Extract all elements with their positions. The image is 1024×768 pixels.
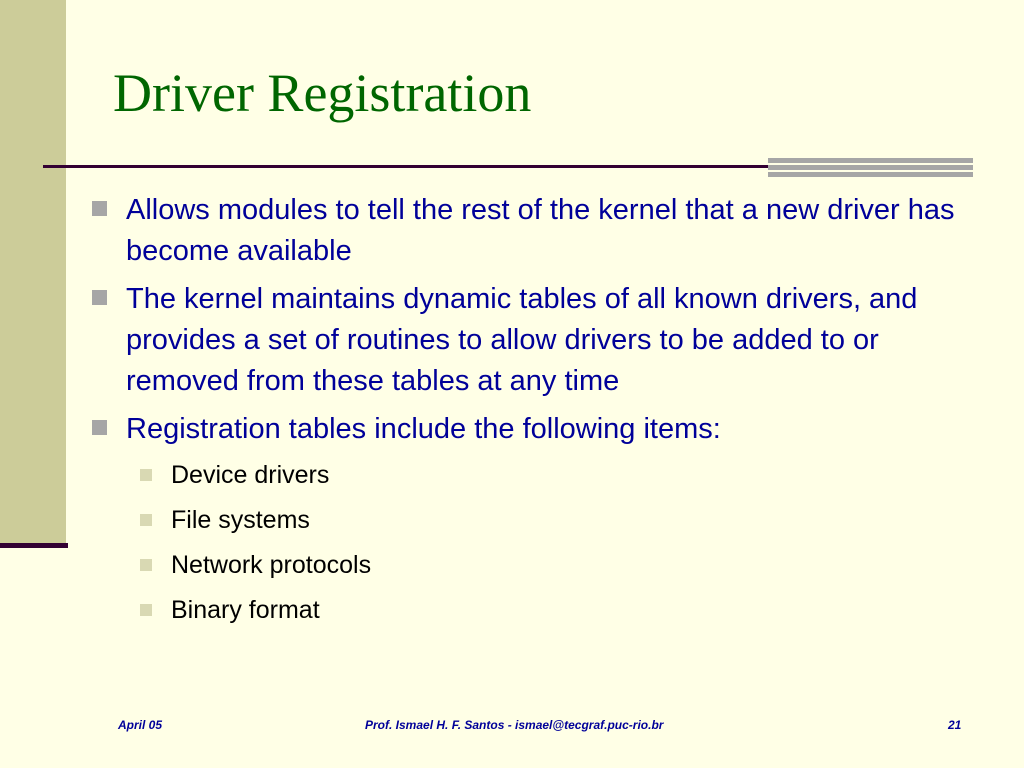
bullet-item xyxy=(92,190,987,272)
square-sub-bullet-icon xyxy=(140,469,152,481)
bullet-list xyxy=(92,190,987,640)
title-accent-stripes xyxy=(768,158,973,179)
slide-number: 21 xyxy=(948,718,962,732)
bullet-item xyxy=(92,409,987,633)
bullet-item xyxy=(92,279,987,402)
sub-bullet-item xyxy=(140,588,987,633)
sub-bullet-text: Network protocols xyxy=(171,551,372,579)
sub-bullet-item xyxy=(140,498,987,543)
left-bar-underline xyxy=(0,543,68,548)
bullet-text: Registration tables include the following items: xyxy=(126,413,721,445)
square-bullet-icon xyxy=(92,290,107,305)
sub-bullet-text: File systems xyxy=(171,506,310,534)
left-decorative-bar xyxy=(0,0,66,545)
sub-bullet-item xyxy=(140,543,987,588)
sub-bullet-text: Device drivers xyxy=(171,461,330,489)
square-bullet-icon xyxy=(92,201,107,216)
square-sub-bullet-icon xyxy=(140,604,152,616)
footer-author: Prof. Ismael H. F. Santos - ismael@tecgraf.puc-rio.br xyxy=(365,718,664,732)
square-sub-bullet-icon xyxy=(140,514,152,526)
sub-bullet-text: Binary format xyxy=(171,596,320,624)
sub-bullet-list xyxy=(140,453,987,633)
square-sub-bullet-icon xyxy=(140,559,152,571)
square-bullet-icon xyxy=(92,420,107,435)
bullet-text: The kernel maintains dynamic tables of all known drivers, and provides a set of routines to allow drivers to be added to or removed from these tables at any time xyxy=(126,283,918,397)
footer-date: April 05 xyxy=(118,718,163,732)
slide-title: Driver Registration xyxy=(113,63,532,123)
sub-bullet-item xyxy=(140,453,987,498)
bullet-text: Allows modules to tell the rest of the kernel that a new driver has become available xyxy=(126,194,955,267)
